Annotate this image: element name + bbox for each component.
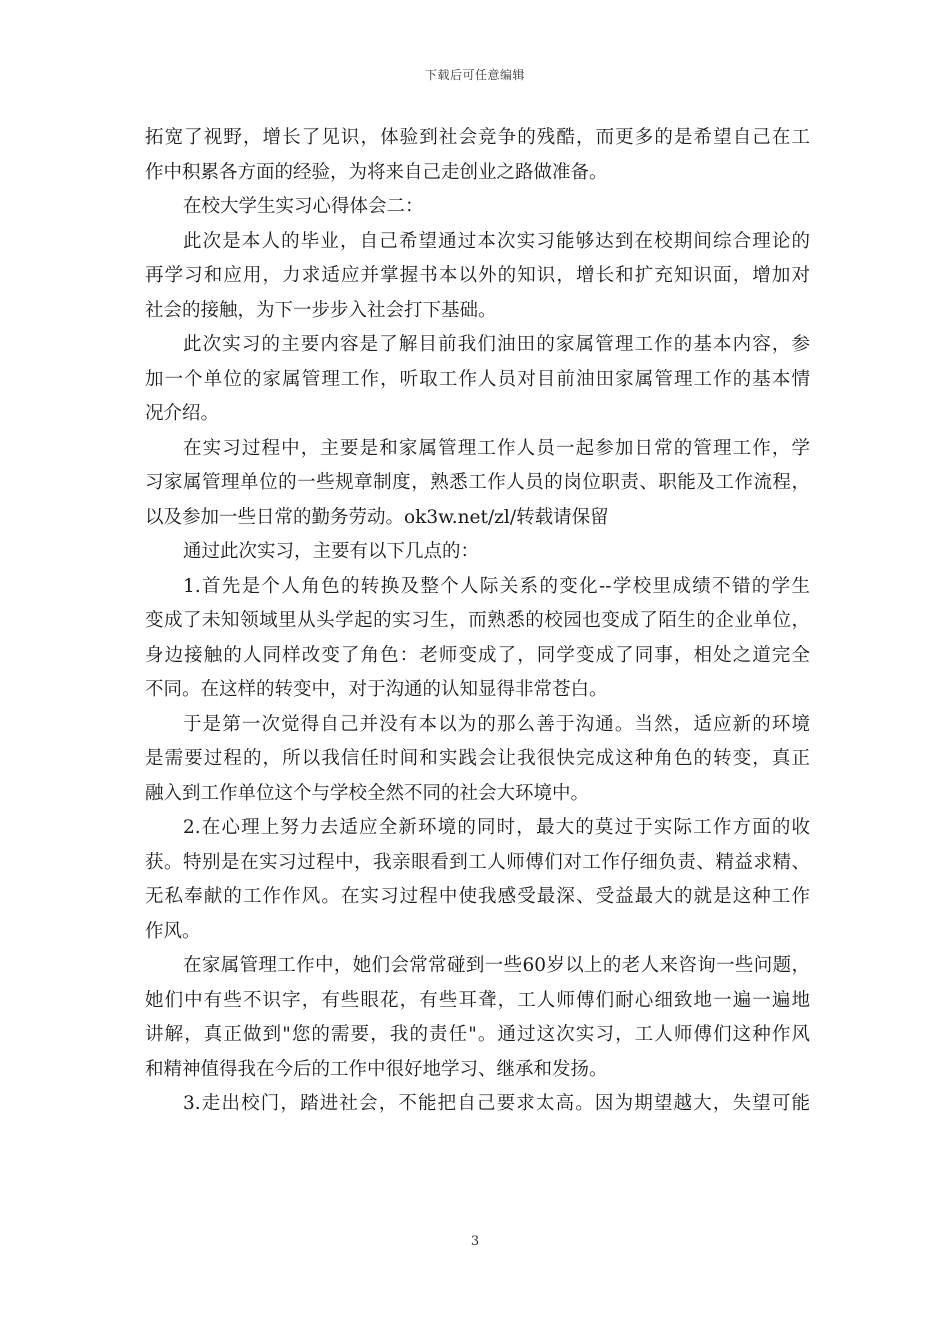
text-line: 通过此次实习，主要有以下几点的： bbox=[183, 541, 480, 562]
page-number: 3 bbox=[470, 1234, 480, 1249]
list-item: 1.首先是个人角色的转换及整个人际关系的变化--学校里成绩不错的学生 bbox=[183, 575, 810, 597]
section-heading: 在校大学生实习心得体会二： bbox=[183, 196, 424, 217]
text-line: 于是第一次觉得自己并没有本以为的那么善于沟通。当然，适应新的环境 bbox=[183, 713, 810, 735]
text-line: 讲解，真正做到"您的需要，我的责任"。通过这次实习，工人师傅们这种作风 bbox=[145, 1024, 810, 1045]
list-item: 2.在心理上努力去适应全新环境的同时，最大的莫过于实际工作方面的收 bbox=[183, 817, 810, 838]
text-line: 融入到工作单位这个与学校全然不同的社会大环境中。 bbox=[145, 782, 590, 804]
text-line: 获。特别是在实习过程中，我亲眼看到工人师傅们对工作仔细负责、精益求精、 bbox=[145, 851, 810, 873]
text-line: 习家属管理单位的一些规章制度，熟悉工作人员的岗位职责、职能及工作流程， bbox=[145, 472, 810, 493]
text-line: 作中积累各方面的经验，为将来自己走创业之路做准备。 bbox=[145, 161, 608, 183]
text-line: 作风。 bbox=[145, 920, 201, 942]
text-line: 在实习过程中，主要是和家属管理工作人员一起参加日常的管理工作，学 bbox=[183, 437, 810, 459]
text-line: 无私奉献的工作作风。在实习过程中使我感受最深、受益最大的就是这种工作 bbox=[145, 886, 810, 907]
text-line: 和精神值得我在今后的工作中很好地学习、继承和发扬。 bbox=[145, 1058, 608, 1080]
text-line: 身边接触的人同样改变了角色：老师变成了，同学变成了同事，相处之道完全 bbox=[145, 644, 810, 666]
text-line: 不同。在这样的转变中，对于沟通的认知显得非常苍白。 bbox=[145, 679, 608, 700]
text-line: 此次实习的主要内容是了解目前我们油田的家属管理工作的基本内容，参 bbox=[183, 334, 810, 355]
text-line: 在家属管理工作中，她们会常常碰到一些60岁以上的老人来咨询一些问题， bbox=[183, 955, 810, 976]
text-line: 再学习和应用，力求适应并掌握书本以外的知识，增长和扩充知识面，增加对 bbox=[145, 265, 810, 286]
text-line: 是需要过程的，所以我信任时间和实践会让我很快完成这种角色的转变，真正 bbox=[145, 748, 810, 769]
page-header: 下载后可任意编辑 bbox=[424, 68, 525, 82]
text-line: 以及参加一些日常的勤务劳动。ok3w.net/zl/转载请保留 bbox=[145, 506, 609, 528]
text-line: 此次是本人的毕业，自己希望通过本次实习能够达到在校期间综合理论的 bbox=[183, 230, 810, 252]
text-line: 她们中有些不识字，有些眼花，有些耳聋，工人师傅们耐心细致地一遍一遍地 bbox=[145, 989, 810, 1011]
text-line: 拓宽了视野，增长了见识，体验到社会竞争的残酷，而更多的是希望自己在工 bbox=[145, 127, 810, 148]
text-line: 加一个单位的家属管理工作，听取工作人员对目前油田家属管理工作的基本情 bbox=[145, 368, 810, 390]
document-body bbox=[145, 121, 810, 1122]
list-item: 3.走出校门，踏进社会，不能把自己要求太高。因为期望越大，失望可能 bbox=[183, 1093, 810, 1114]
text-line: 社会的接触，为下一步步入社会打下基础。 bbox=[145, 299, 497, 321]
text-line: 变成了未知领域里从头学起的实习生，而熟悉的校园也变成了陌生的企业单位， bbox=[145, 610, 810, 631]
text-line: 况介绍。 bbox=[145, 403, 220, 424]
